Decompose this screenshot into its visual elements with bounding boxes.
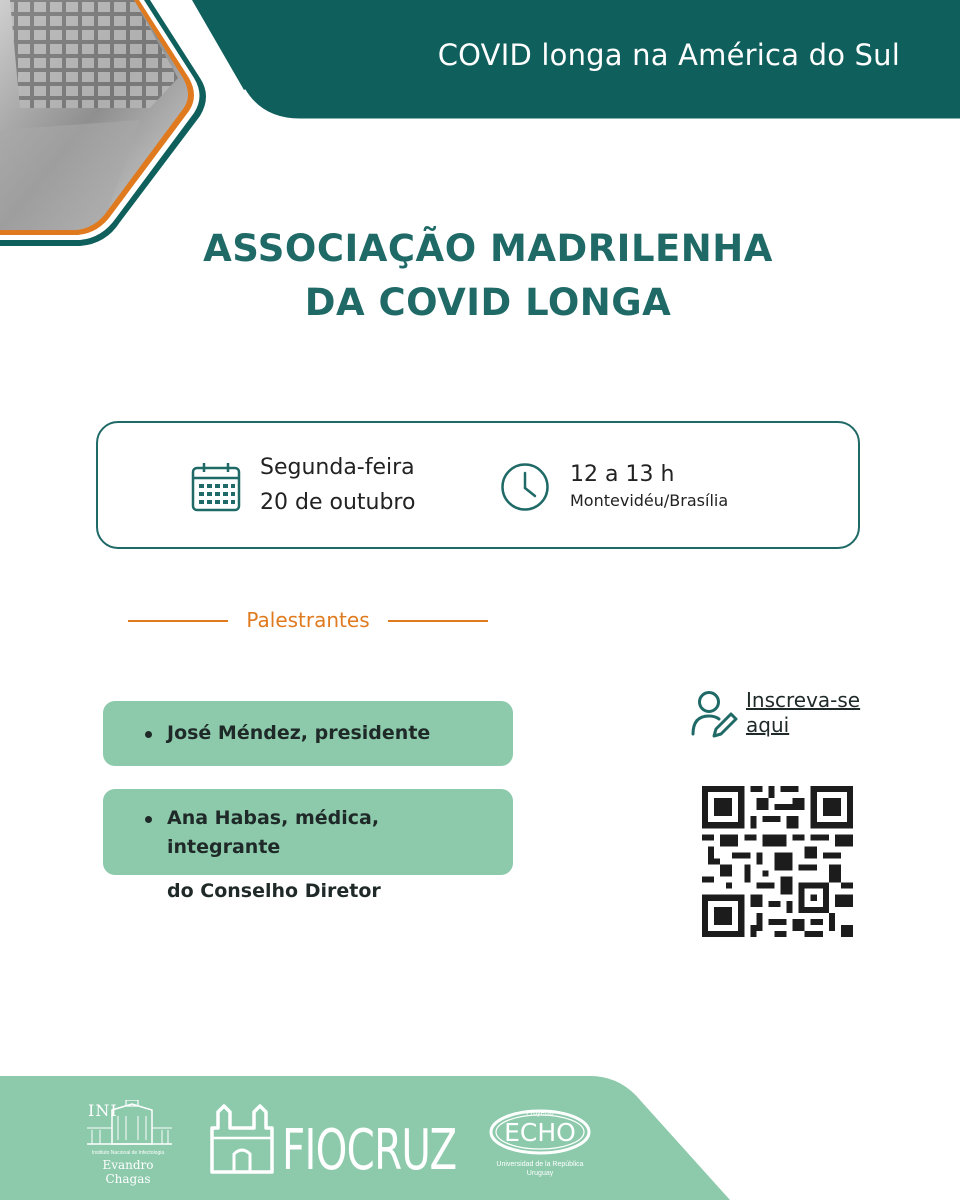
signup-link-line2[interactable]: aqui [746, 713, 790, 737]
qr-code[interactable] [702, 786, 853, 937]
event-timezone: Montevidéu/Brasília [570, 491, 729, 510]
speaker-card [103, 701, 513, 766]
divider-left [128, 620, 228, 622]
signup-link-line1[interactable]: Inscreva-se [746, 688, 861, 712]
event-date: 20 de outubro [260, 490, 416, 515]
event-day: Segunda-feira [260, 455, 415, 480]
echo-proyecto-text: Proyecto [526, 1110, 554, 1117]
page-title-line2: DA COVID LONGA [304, 281, 672, 324]
speaker-name: José Méndez, presidente [167, 722, 431, 744]
divider-right [388, 620, 488, 622]
echo-university-line2: Uruguay [526, 1170, 554, 1177]
speaker-card [103, 789, 513, 902]
echo-university-line1: Universidad de la República [496, 1161, 584, 1168]
echo-university-text [482, 1160, 598, 1178]
calendar-icon [191, 462, 241, 512]
user-edit-icon [690, 690, 740, 742]
speakers-heading: Palestrantes [246, 608, 370, 632]
page-title-line1: ASSOCIAÇÃO MADRILENHA [203, 227, 773, 270]
speaker-role: do Conselho Diretor [167, 880, 381, 902]
bullet-icon [145, 816, 152, 823]
bullet-icon [145, 731, 152, 738]
ini-name-text: Evandro Chagas [102, 1158, 154, 1186]
fiocruz-logo-text: FIOCRUZ [282, 1118, 457, 1183]
speaker-name: Ana Habas, médica, integrante [167, 807, 380, 858]
ini-logo-text: INI [88, 1101, 118, 1120]
header-title: COVID longa na América do Sul [437, 38, 900, 72]
signup-link[interactable] [746, 688, 876, 738]
clock-icon [500, 462, 550, 512]
event-time: 12 a 13 h [570, 462, 675, 487]
page-title [120, 222, 856, 330]
fiocruz-castle-icon [208, 1104, 276, 1174]
ini-institute-text: Instituto Nacional de Infectologia [91, 1150, 165, 1156]
echo-logo-text: ECHO [504, 1118, 576, 1147]
